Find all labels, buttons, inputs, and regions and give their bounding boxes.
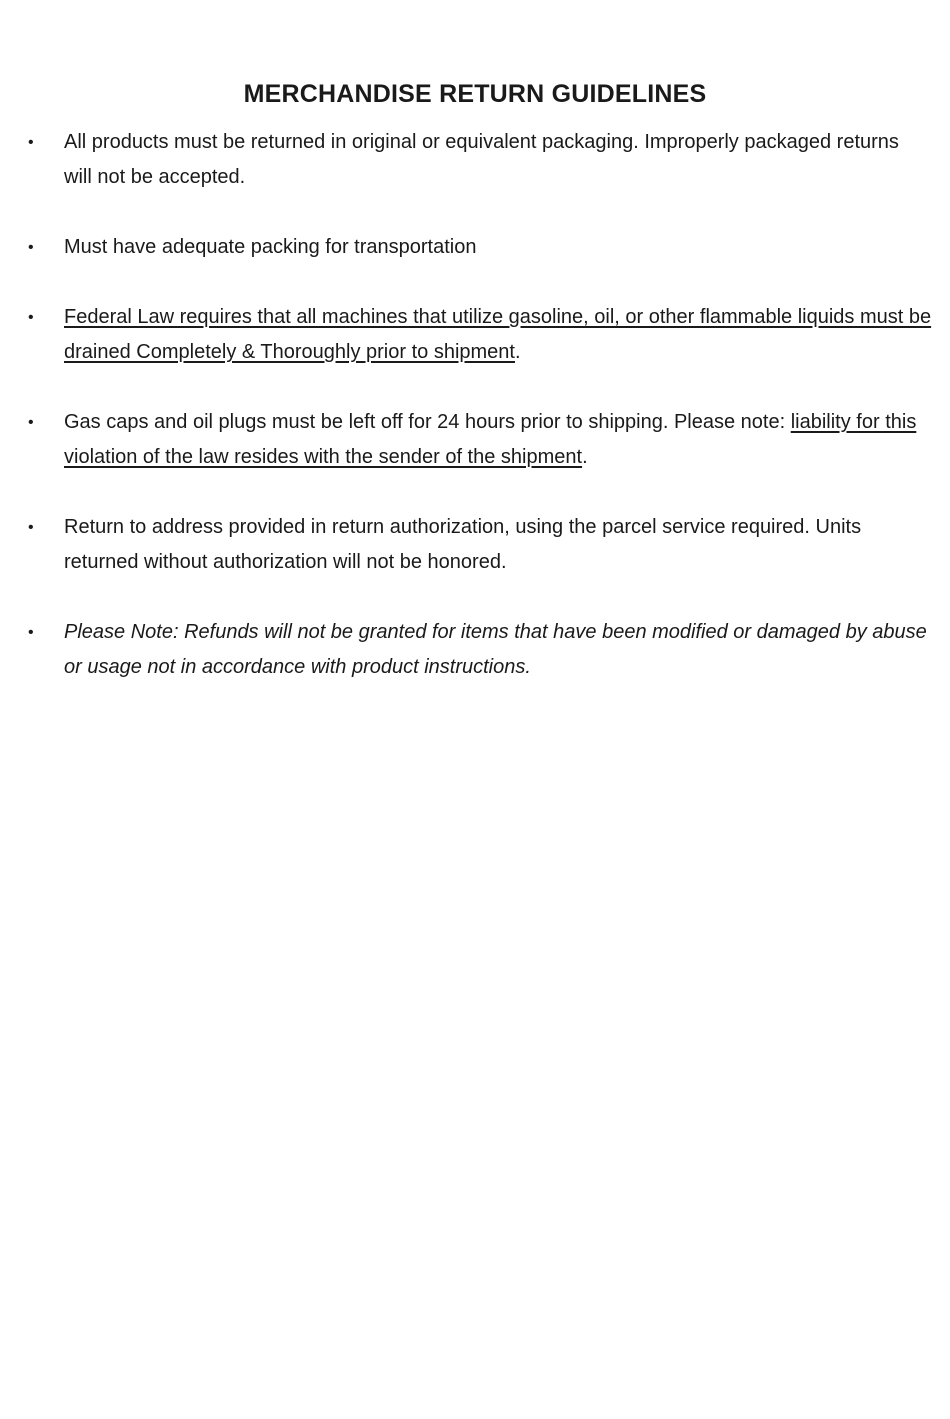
bullet-icon: •: [28, 519, 34, 536]
guideline-federal-law-text: Federal Law requires that all machines that utilize gasoline, oil, or other flammable liquids must be drained Completely & Thoroughly prior to shipment: [64, 306, 932, 363]
list-item: [0, 230, 950, 265]
guidelines-list: [0, 125, 950, 720]
guideline-return-address-text: Return to address provided in return authorization, using the parcel service required. Units returned without authorization will not be honored.: [64, 516, 862, 573]
guideline-packaging-text: All products must be returned in original or equivalent packaging. Improperly packaged returns will not be accepted.: [64, 131, 899, 188]
guideline-gas-caps-text: Gas caps and oil plugs must be left off for 24 hours prior to shipping. Please note:: [64, 411, 791, 433]
bullet-icon: •: [28, 134, 34, 151]
bullet-icon: •: [28, 239, 34, 256]
guideline-liability-period: .: [582, 446, 588, 468]
document-title: MERCHANDISE RETURN GUIDELINES: [243, 80, 707, 108]
guideline-refund-note-text: Please Note: Refunds will not be granted for items that have been modified or damaged by abuse or usage not in accordance with product instructions.: [64, 621, 927, 678]
list-item: [0, 615, 950, 685]
list-item: [0, 300, 950, 370]
bullet-icon: •: [28, 624, 34, 641]
bullet-icon: •: [28, 414, 34, 431]
guideline-federal-law-period: .: [514, 341, 521, 363]
list-item: [0, 125, 950, 195]
guideline-packing-text: Must have adequate packing for transportation: [64, 236, 477, 258]
list-item: [0, 405, 950, 475]
guideline-liability-text: liability for this violation of the law resides with the sender of the shipment: [64, 411, 917, 468]
bullet-icon: •: [28, 309, 34, 326]
list-item: [0, 510, 950, 580]
